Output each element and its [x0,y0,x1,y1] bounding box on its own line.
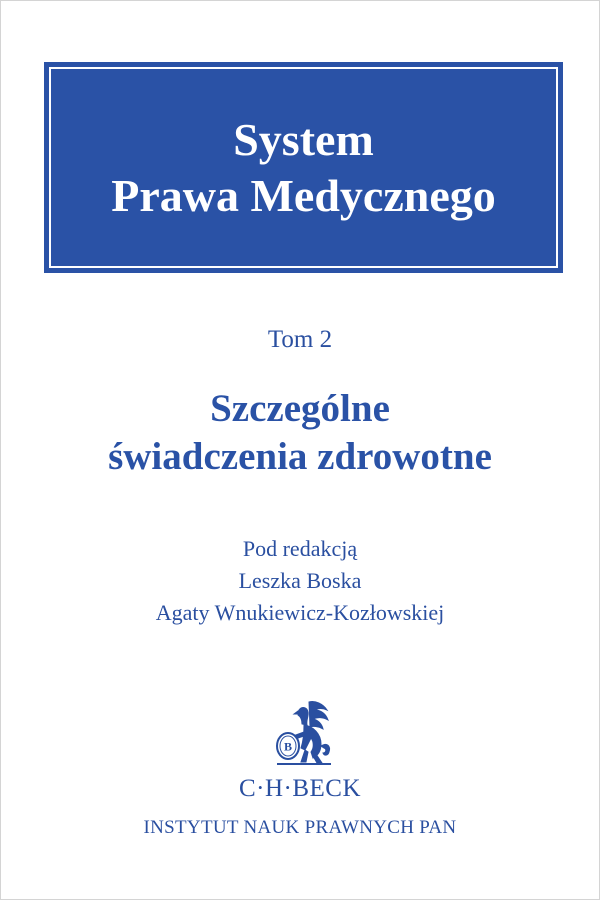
logo-lettering: B [283,739,293,754]
volume-title-line-1: Szczególne [210,387,390,430]
series-title-line-1: System [233,113,374,165]
institute-name: INSTYTUT NAUK PRAWNYCH PAN [143,817,457,838]
griffin-logo-icon [271,698,337,768]
series-title-frame [49,67,558,268]
series-title-box [44,62,563,273]
editor-name-2: Agaty Wnukiewicz-Kozłowskiej [155,600,445,625]
volume-title [1,385,599,481]
publisher-name: C·H·BECK [238,775,362,802]
series-title-line-2: Prawa Medycznego [111,169,496,221]
editors-intro: Pod redakcją [242,536,358,561]
editors-block [1,533,599,629]
volume-number: Tom 2 [267,326,333,353]
volume-title-line-2: świadczenia zdrowotne [108,435,492,478]
editor-name-1: Leszka Boska [238,568,362,593]
